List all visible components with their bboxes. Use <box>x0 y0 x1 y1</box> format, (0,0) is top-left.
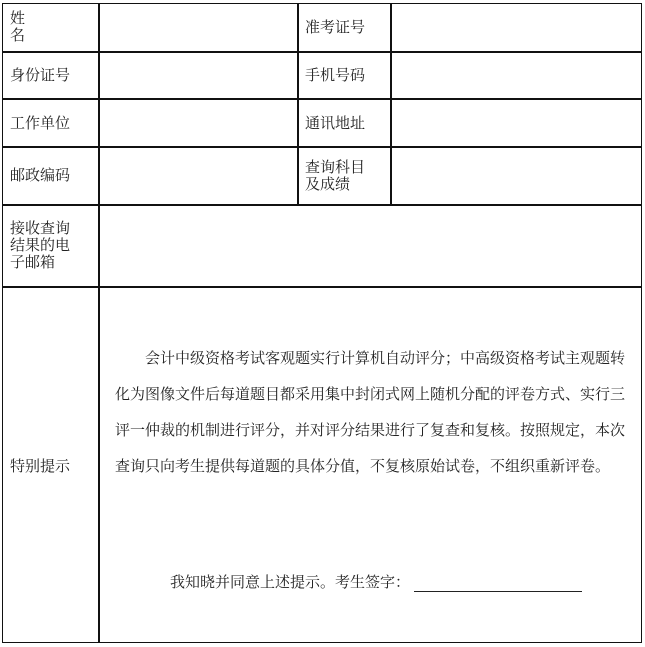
exam-id-label: 准考证号 <box>305 18 366 36</box>
notice-label: 特别提示 <box>10 457 71 475</box>
subject-score-field[interactable] <box>390 146 642 206</box>
phone-label: 手机号码 <box>305 66 366 84</box>
email-label: 接收查询 结果的电 子邮箱 <box>10 219 71 271</box>
exam-id-field[interactable] <box>390 3 642 53</box>
notice-paragraph: 会计中级资格考试客观题实行计算机自动评分；中高级资格考试主观题转化为图像文件后每道题目都采用集中封闭式网上随机分配的评卷方式、实行三评一仲裁的机制进行评分，并对评分结果进行了复查和复核。按照规定，本次查询只向考生提供每道题的具体分值，不复核原始试卷，不组织重新评卷。 <box>115 349 626 475</box>
subject-score-label: 查询科目 及成绩 <box>305 158 366 193</box>
postcode-label: 邮政编码 <box>10 166 71 184</box>
name-label: 姓 名 <box>10 9 26 44</box>
email-field[interactable] <box>98 204 642 288</box>
id-number-label: 身份证号 <box>10 66 71 84</box>
signature-line[interactable] <box>414 575 582 592</box>
work-unit-label: 工作单位 <box>10 114 71 132</box>
postcode-field[interactable] <box>98 146 299 206</box>
address-label: 通讯地址 <box>305 114 366 132</box>
name-field[interactable] <box>98 3 299 53</box>
id-number-field[interactable] <box>98 51 299 100</box>
phone-field[interactable] <box>390 51 642 100</box>
score-inquiry-form <box>2 3 642 643</box>
work-unit-field[interactable] <box>98 98 299 148</box>
signature-row <box>170 571 582 592</box>
address-field[interactable] <box>390 98 642 148</box>
signature-prompt: 我知晓并同意上述提示。考生签字： <box>170 573 411 591</box>
notice-text <box>115 340 635 484</box>
